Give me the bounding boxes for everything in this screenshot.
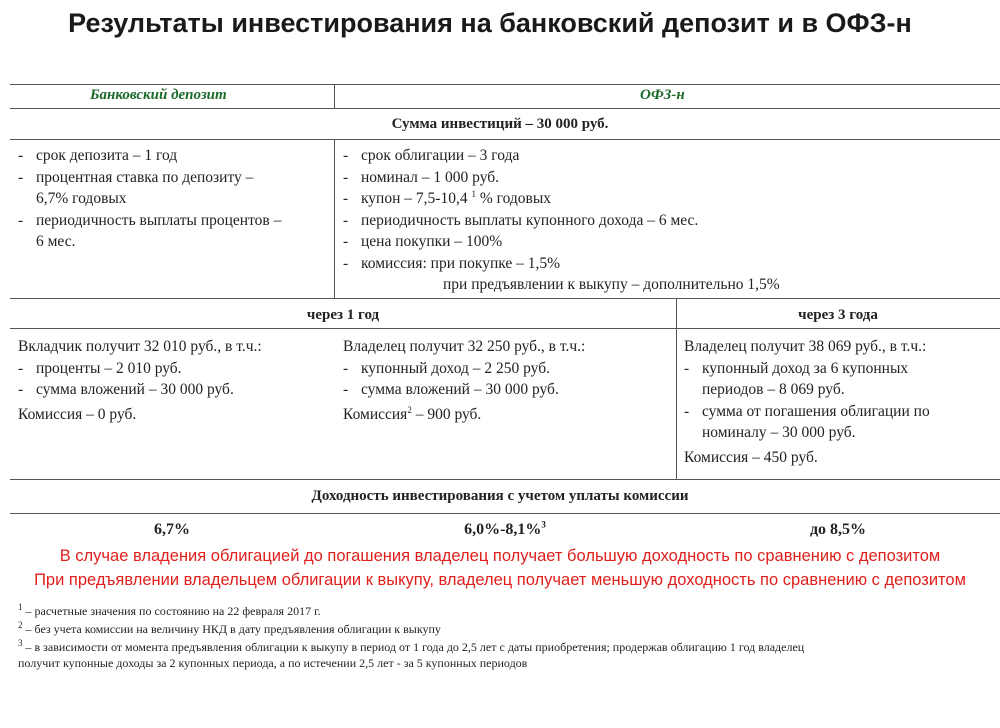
list-item: - комиссия: при покупке – 1,5% [343,253,698,275]
deposit-commission: Комиссия – 0 руб. [18,405,137,423]
ofz-1y-result [343,336,585,425]
yield-header-divider [10,513,1000,514]
results-divider [10,479,1000,480]
conclusion-early-redemption: При предъявлении владельцем облигации к выкупу, владелец получает меньшую доходность по сравнению с депозитом [34,571,966,589]
list-item-cont: 6 мес. [36,233,76,250]
yield-deposit: 6,7% [154,521,190,538]
sum-divider [10,139,1000,140]
period-one-year: через 1 год [306,307,380,323]
ofz-3y-commission: Комиссия – 450 руб. [684,448,818,466]
coupon-text: купон – 7,5-10,4 [361,190,468,207]
commission-value: – 900 руб. [411,405,482,423]
ofz-1y-head: Владелец получит 32 250 руб., в т.ч.: [343,338,586,355]
list-item: - процентная ставка по депозиту – [18,167,281,189]
commission-label: Комиссия [343,405,408,423]
list-item: - срок депозита – 1 год [18,145,281,167]
deposit-result-head: Вкладчик получит 32 010 руб., в т.ч.: [18,338,262,355]
ofz-3y-result [684,336,930,468]
header-ofz: ОФЗ-н [640,87,685,103]
list-item: - номинал – 1 000 руб. [343,167,698,189]
footnote-text: – в зависимости от момента предъявления облигации к выкупу в период от 1 года до 2,5 лет с даты приобретения; продержав облигацию 1 год владелец [22,640,805,654]
list-item-cont: периодов – 8 069 руб. [702,381,845,398]
yield-ofz-1y [334,519,676,541]
list-item: - проценты – 2 010 руб. [18,358,262,380]
coupon-suffix: % годовых [475,190,551,207]
footnote-ref: 1 [471,188,476,199]
list-item-cont: 6,7% годовых [36,190,127,207]
terms-divider [10,298,1000,299]
deposit-terms [18,145,281,253]
investment-sum: Сумма инвестиций – 30 000 руб. [391,116,609,132]
header-divider [10,108,1000,109]
period-three-years: через 3 года [798,307,878,323]
footnote-3 [18,640,804,654]
ofz-terms [343,145,698,274]
footnote-text: – расчетные значения по состоянию на 22 февраля 2017 г. [22,604,321,618]
yield-ofz-3y: до 8,5% [809,521,867,538]
list-item: - периодичность выплаты процентов – [18,210,281,232]
list-item: - цена покупки – 100% [343,231,698,253]
list-item: - периодичность выплаты купонного дохода – 6 мес. [343,210,698,232]
header-column-divider [334,84,335,108]
footnote-mark: 3 [18,638,23,648]
footnote-1 [18,604,321,618]
list-item: - сумма вложений – 30 000 руб. [343,379,585,401]
footnote-3-cont [18,656,527,670]
footnote-mark: 1 [18,602,23,612]
footnote-ref: 3 [541,519,546,530]
deposit-result [18,336,262,425]
footnote-mark: 2 [18,620,23,630]
footnote-2 [18,622,441,636]
list-item: - купонный доход за 6 купонных [684,358,930,380]
list-item: - купонный доход – 2 250 руб. [343,358,585,380]
ofz-1y-commission [343,404,585,426]
ofz-3y-head: Владелец получит 38 069 руб., в т.ч.: [684,338,927,355]
list-item: - сумма от погашения облигации по [684,401,930,423]
footnote-ref: 2 [407,404,412,415]
yield-value: 6,0%-8,1% [464,521,542,538]
ofz-commission-cont: при предъявлении к выкупу – дополнительно 1,5% [443,276,780,293]
list-item: - сумма вложений – 30 000 руб. [18,379,262,401]
list-item-cont: номиналу – 30 000 руб. [702,424,856,441]
footnote-text: получит купонные доходы за 2 купонных периода, а по истечении 2,5 лет - за 5 купонных периодов [18,656,528,670]
yield-header: Доходность инвестирования с учетом уплаты комиссии [311,488,689,504]
conclusion-hold-to-maturity: В случае владения облигацией до погашения владелец получает большую доходность по сравнению с депозитом [59,547,941,565]
page-title: Результаты инвестирования на банковский депозит и в ОФЗ-н [68,8,912,38]
period-divider [10,328,1000,329]
list-item: - срок облигации – 3 года [343,145,698,167]
footnote-text: – без учета комиссии на величину НКД в дату предъявления облигации к выкупу [22,622,441,636]
terms-column-divider [334,139,335,298]
header-deposit: Банковский депозит [90,87,227,103]
list-item [343,188,698,210]
